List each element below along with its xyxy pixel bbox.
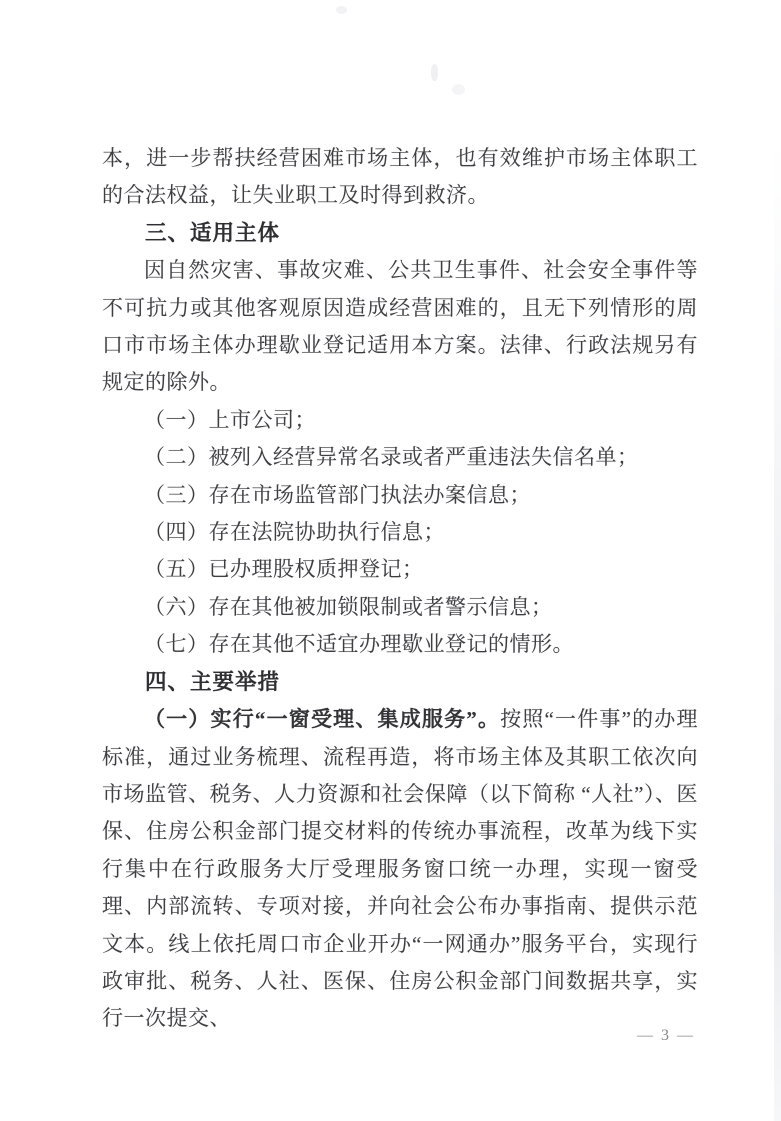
list-item: （一）上市公司； xyxy=(144,407,316,432)
list-item: （三）存在市场监管部门执法办案信息； xyxy=(144,482,531,507)
scan-artifact xyxy=(452,84,465,95)
scan-artifact xyxy=(336,6,347,14)
section4-item1-text: 按照“一件事”的办理标准，通过业务梳理、流程再造，将市场主体及其职工依次向市场监管、税务、人力资源和社会保障（以下简称 “人社”）、医保、住房公积金部门提交材料的传统办事流程，改革为线下实行集中在行政服务大厅受理服务窗口统一办理，实现一窗受理、内部流转、专项对接，并向社会公布办事指南、提供示范文本。线上依托周口市企业开办“一网通办”服务平台，实现行政审批、税务、人社、医保、住房公积金部门间数据共享，实行一次提交、 xyxy=(102,707,698,1031)
section4-paragraph xyxy=(102,701,698,1038)
scan-edge-shadow xyxy=(774,140,781,1121)
paragraph-continuation: 本，进一步帮扶经营困难市场主体，也有效维护市场主体职工的合法权益，让失业职工及时得到救济。 xyxy=(102,146,698,208)
document-body xyxy=(102,140,698,1038)
list-item: （四）存在法院协助执行信息； xyxy=(144,520,445,545)
list-item: （五）已办理股权质押登记； xyxy=(144,557,424,582)
section4-item1-lead: （一）实行“一窗受理、集成服务”。 xyxy=(144,707,501,732)
list-item: （七）存在其他不适宜办理歇业登记的情形。 xyxy=(144,632,574,657)
scan-artifact xyxy=(431,64,438,81)
section3-paragraph: 因自然灾害、事故灾难、公共卫生事件、社会安全事件等不可抗力或其他客观原因造成经营困难的，且无下列情形的周口市市场主体办理歇业登记适用本方案。法律、行政法规另有规定的除外。 xyxy=(102,258,698,395)
section-heading-main-measures: 四、主要举措 xyxy=(145,669,281,694)
section-heading-applicable-subjects: 三、适用主体 xyxy=(145,220,281,245)
list-item: （二）被列入经营异常名录或者严重违法失信名单； xyxy=(144,445,639,470)
page-number: — 3 — xyxy=(637,1027,695,1044)
list-item: （六）存在其他被加锁限制或者警示信息； xyxy=(144,594,553,619)
